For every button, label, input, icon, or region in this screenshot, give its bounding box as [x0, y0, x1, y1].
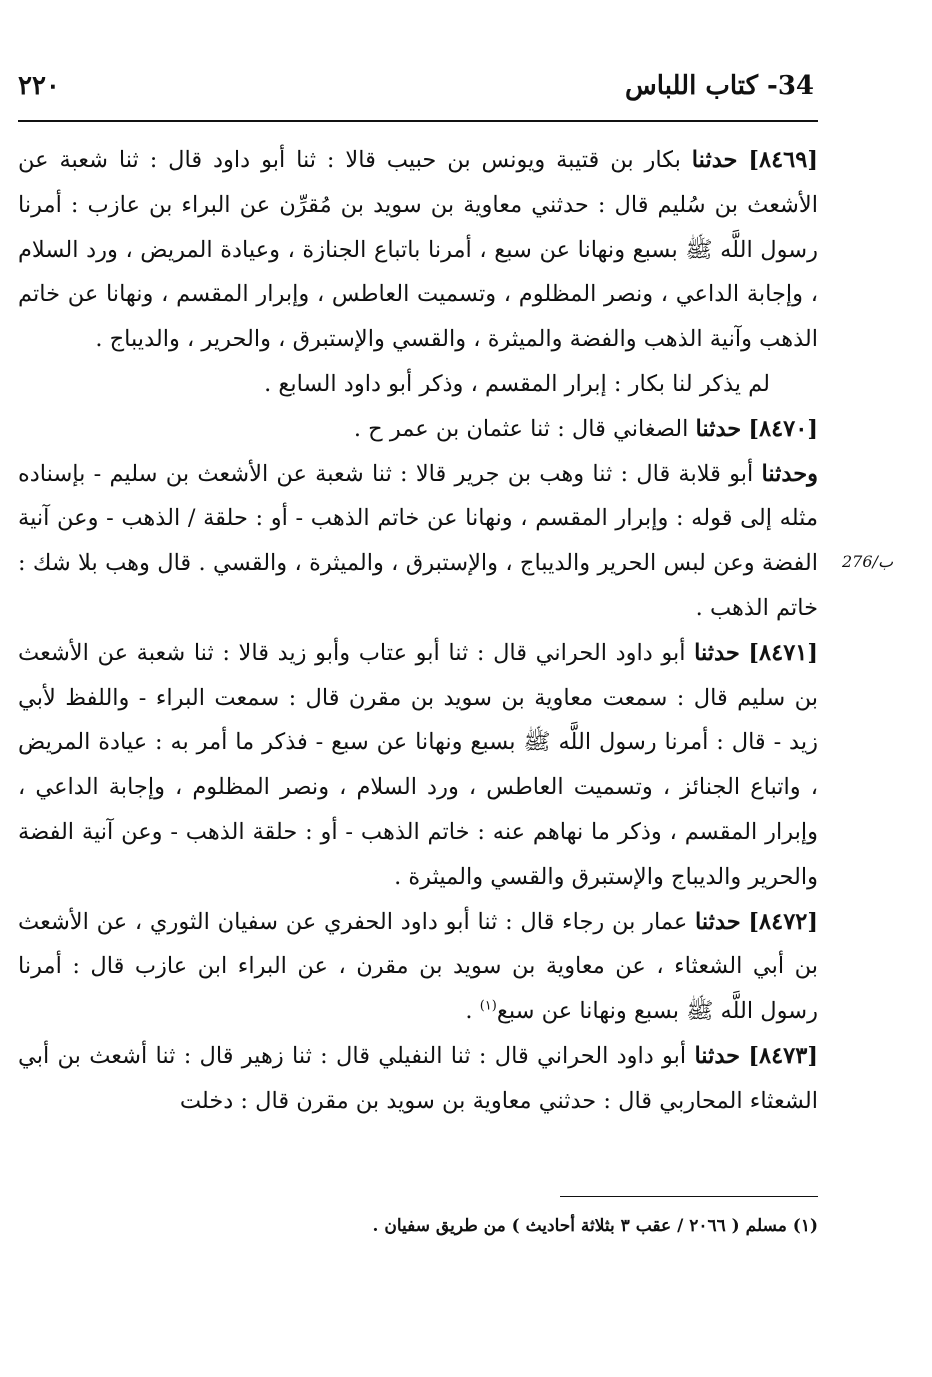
hadith-lead: حدثنا — [694, 1042, 741, 1069]
footnote: (١) مسلم ( ٢٠٦٦ / عقب ٣ بثلاثة أحاديث ) من طريق سفيان . — [372, 1216, 818, 1236]
hadith-8470-second-chain — [18, 452, 818, 631]
header-rule — [18, 120, 818, 122]
hadith-number: [٨٤٧١] — [748, 639, 819, 666]
hadith-number: [٨٤٧٠] — [748, 415, 818, 442]
hadith-text: أبو داود الحراني قال : ثنا أبو عتاب وأبو زيد قالا : ثنا شعبة عن الأشعث بن سليم قال : سمعت معاوية بن سويد بن مقرن قال : سمعت البراء - واللفظ لأبي زيد - قال : أمرنا رسول اللَّه ﷺ بسبع ونهانا عن سبع - فذكر ما أمر به : عيادة المريض ، واتباع الجنائز ، وتسميت العاطس ، ورد السلام ، ونصر المظلوم ، وإجابة الداعي ، وإبرار المقسم ، وذكر ما نهاهم عنه : خاتم الذهب - أو : حلقة الذهب - وعن آنية الفضة والحرير والديباج والإستبرق والقسي والميثرة . — [18, 639, 819, 890]
hadith-8470 — [18, 407, 818, 452]
hadith-text: الصغاني قال : ثنا عثمان بن عمر ح . — [353, 415, 689, 442]
hadith-lead: وحدثنا — [761, 460, 818, 487]
page-header — [18, 66, 814, 106]
hadith-text: بكار بن قتيبة ويونس بن حبيب قالا : ثنا أبو داود قال : ثنا شعبة عن الأشعث بن سُليم قال : حدثني معاوية بن سويد بن مُقرِّن عن البراء بن عازب : أمرنا رسول اللَّه ﷺ بسبع ونهانا عن سبع ، أمرنا باتباع الجنازة ، وعيادة المريض ، ورد السلام ، وإجابة الداعي ، ونصر المظلوم ، وتسميت العاطس ، وإبرار المقسم ، ونهانا عن خاتم الذهب وآنية الذهب والفضة والميثرة ، والقسي والإستبرق ، والحرير ، والديباج . — [18, 147, 818, 353]
hadith-tail: . — [465, 998, 480, 1025]
hadith-text: أبو قلابة قال : ثنا وهب بن جرير قالا : ثنا شعبة عن الأشعث بن سليم - بإسناده مثله إلى قوله : وإبرار المقسم ، ونهانا عن خاتم الذهب - أو : حلقة / الذهب - وعن آنية الفضة وعن لبس الحرير والديباج ، والإستبرق ، والميثرة ، والقسي . قال وهب بلا شك : خاتم الذهب . — [18, 460, 818, 621]
margin-note: 276/ب — [842, 552, 893, 571]
hadith-number: [٨٤٧٣] — [748, 1042, 819, 1069]
hadith-lead: حدثنا — [691, 147, 738, 173]
hadith-lead: حدثنا — [695, 908, 741, 935]
hadith-lead: حدثنا — [695, 415, 742, 442]
hadith-text: عمار بن رجاء قال : ثنا أبو داود الحفري عن سفيان الثوري ، عن الأشعث بن أبي الشعثاء ، عن معاوية بن سويد بن مقرن ، عن البراء ابن عازب قال : أمرنا رسول اللَّه ﷺ بسبع ونهانا عن سبع — [18, 908, 818, 1025]
hadith-8473 — [18, 1034, 818, 1124]
hadith-8471 — [18, 631, 818, 900]
hadith-8469 — [18, 138, 818, 362]
chapter-title: 34- كتاب اللباس — [625, 71, 814, 101]
footnote-rule — [560, 1196, 818, 1197]
hadith-8472 — [18, 900, 818, 1034]
hadith-lead: حدثنا — [694, 639, 740, 666]
main-text — [18, 138, 818, 1124]
hadith-number: [٨٤٦٩] — [748, 147, 818, 173]
page-number: ٢٢٠ — [18, 71, 60, 101]
footnote-ref: (١) — [479, 998, 497, 1014]
hadith-note — [18, 362, 818, 407]
hadith-text: لم يذكر لنا بكار : إبرار المقسم ، وذكر أبو داود السابع . — [264, 370, 770, 397]
hadith-number: [٨٤٧٢] — [748, 908, 819, 935]
hadith-text: أبو داود الحراني قال : ثنا النفيلي قال : ثنا زهير قال : ثنا أشعث بن أبي الشعثاء المحاربي قال : حدثني معاوية بن سويد بن مقرن قال : دخلت — [18, 1042, 818, 1114]
